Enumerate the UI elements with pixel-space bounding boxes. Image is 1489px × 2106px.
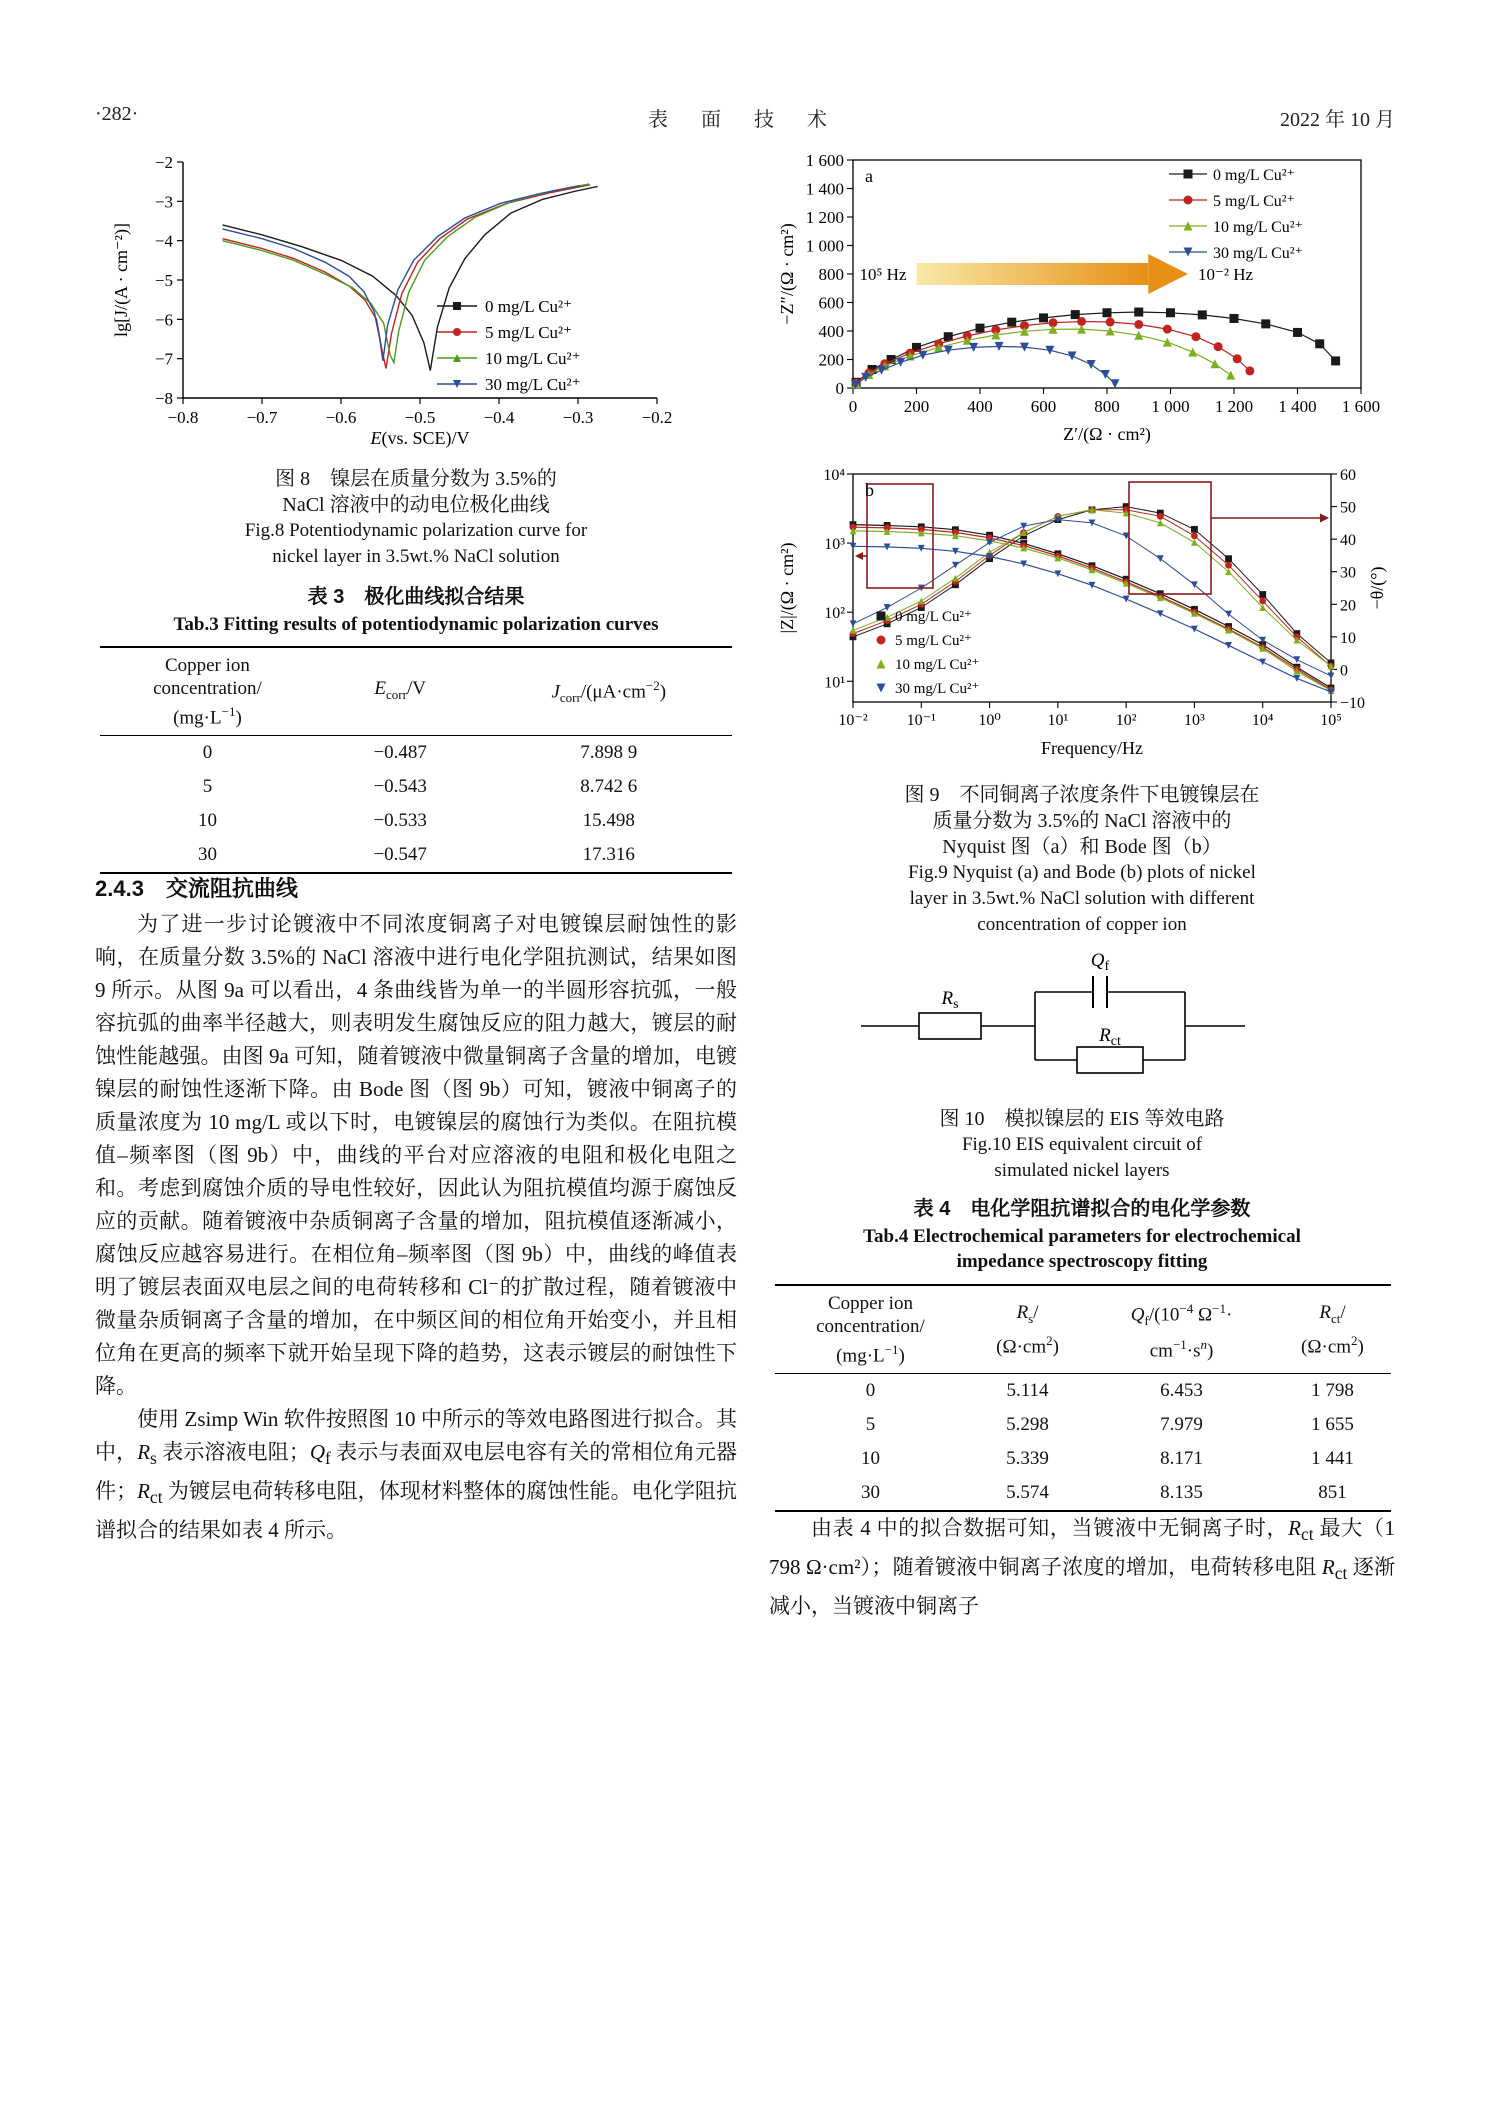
- fig9a-marker: [1166, 308, 1175, 317]
- table4-wrapper: [775, 1284, 1391, 1512]
- y-tick-label: −5: [154, 271, 173, 290]
- x-tick-label: 10⁵: [1320, 712, 1342, 729]
- y-left-tick-label: 10²: [824, 605, 845, 623]
- fig9a-marker: [1134, 320, 1143, 329]
- table4-row: [775, 1408, 1391, 1442]
- x-tick-label: 400: [967, 397, 993, 416]
- x-tick-label: 10⁴: [1251, 712, 1274, 729]
- fig8-caption: [95, 466, 737, 570]
- x-tick-label: 800: [1094, 397, 1120, 416]
- fig9b-theta-marker: [1225, 562, 1232, 569]
- table4-cell: 851: [1318, 1482, 1347, 1504]
- fig9a-marker: [1210, 359, 1219, 368]
- fig9a-marker: [1007, 318, 1016, 327]
- table3-cell: 5: [202, 776, 213, 798]
- fig9b-theta-marker: [1225, 555, 1232, 562]
- label-qf: [1091, 950, 1110, 974]
- fig9b-theta-marker: [1157, 519, 1164, 526]
- fig9b-theta-marker: [1293, 656, 1300, 663]
- fig9a-marker: [1134, 308, 1143, 317]
- fig9b-theta-marker: [1157, 513, 1164, 520]
- fig9a-marker: [1163, 338, 1172, 347]
- legend-label: 0 mg/L Cu²⁺: [485, 297, 573, 316]
- x-axis-label-unit: (vs. SCE)/V: [381, 428, 470, 448]
- y-tick-label: 1 400: [805, 179, 844, 199]
- x-tick-label: −0.4: [483, 408, 515, 427]
- fig9b-z-marker: [1157, 610, 1164, 617]
- fig9a-marker: [1077, 317, 1086, 326]
- table3-cell: 30: [197, 844, 217, 866]
- table4-title-cn: 表 4 电化学阻抗谱拟合的电化学参数: [913, 1198, 1251, 1220]
- x-axis-label: Z′/(Ω · cm²): [1063, 424, 1151, 444]
- fig9a-marker: [1188, 348, 1197, 357]
- y-right-tick-label: 60: [1340, 467, 1356, 484]
- x-tick-label: 1 400: [1278, 397, 1317, 416]
- x-tick-label: 600: [1030, 397, 1057, 416]
- frequency-arrow-body: [917, 263, 1149, 285]
- legend-label: 30 mg/L Cu²⁺: [895, 681, 980, 697]
- table3-cell: −0.487: [373, 742, 427, 764]
- fig8-caption-cn-line2: NaCl 溶液中的动电位极化曲线: [282, 494, 550, 516]
- fig8-caption-cn-line1: 图 8 镍层在质量分数为 3.5%的: [275, 468, 557, 490]
- x-axis-label: Frequency/Hz: [1041, 738, 1143, 758]
- fig9b-theta-marker: [1259, 598, 1266, 605]
- paragraph-1: 为了进一步讨论镀液中不同浓度铜离子对电镀镍层耐蚀性的影响，在质量分数 3.5%的 NaCl 溶液中进行电化学阻抗测试，结果如图 9 所示。从图 9a 可以看出，4 条曲线皆为单一的半圆形容抗弧，一般容抗弧的曲率半径越大，则表明发生腐蚀反应的阻力越大，镀层的耐蚀性能越强。由图 9a 可知，随着镀液中微量铜离子含量的增加，电镀镍层的耐蚀性逐渐下降。由 Bode 图（图 9b）可知，镀液中铜离子的质量浓度为 10 mg/L 或以下时，电镀镍层的腐蚀行为类似。在阻抗模值–频率图（图 9b）中，曲线的平台对应溶液的电阻和极化电阻之和。考虑到腐蚀介质的导电性较好，因此认为阻抗模值均源于腐蚀反应的贡献。随着镀液中杂质铜离子含量的增加，阻抗模值逐渐减小，腐蚀反应越容易进行。在相位角–频率图（图 9b）中，曲线的峰值表明了镀层表面双电层之间的电荷转移和 Cl⁻的扩散过程，随着镀液中微量杂质铜离子含量的增加，在中频区间的相位角开始变小，并且相位角在更高的频率下就开始呈现下降的趋势，这表示镀层的耐蚀性下降。: [95, 912, 737, 1398]
- fig9a-marker: [1071, 310, 1080, 319]
- fig9a-marker: [1087, 360, 1096, 369]
- legend-marker: [877, 612, 886, 621]
- fig9a-marker: [1226, 371, 1235, 380]
- y-right-tick-label: −10: [1340, 695, 1366, 712]
- fig9a-marker: [1214, 342, 1223, 351]
- table3-header-cell: $J_{corr}/(\mu A\cdot cm^{-2})$: [486, 647, 733, 736]
- body-text-right: [769, 1512, 1395, 1623]
- fig9b-theta-marker: [1191, 539, 1198, 546]
- table3-row: [100, 838, 732, 873]
- fig9a-marker: [1191, 332, 1200, 341]
- fig9-caption-cn-line3: Nyquist 图（a）和 Bode 图（b）: [942, 836, 1222, 858]
- table4-header-cell: $Q_f/(10^{-4}$ $\Omega^{-1}\cdot$ $cm^{-1}\cdot s^n$): [1089, 1285, 1274, 1374]
- x-tick-label: 1 000: [1151, 397, 1190, 416]
- fig9a-marker: [1261, 319, 1270, 328]
- y-tick-label: −7: [154, 349, 173, 369]
- fig10-caption-en-line2: simulated nickel layers: [994, 1160, 1170, 1181]
- table4-cell: 5.114: [1006, 1380, 1049, 1402]
- table3-cell: 15.498: [582, 810, 635, 832]
- table4-title-en-line1: Tab.4 Electrochemical parameters for electrochemical: [863, 1226, 1301, 1247]
- legend-marker: [453, 302, 461, 310]
- table3-wrapper: [100, 646, 732, 874]
- legend-marker: [877, 660, 886, 669]
- table3-cell: 17.316: [582, 844, 635, 866]
- resistor-rct: [1077, 1047, 1143, 1073]
- legend-label: 5 mg/L Cu²⁺: [1213, 193, 1295, 210]
- fig9a-marker: [1293, 328, 1302, 337]
- fig9a-marker: [1103, 308, 1112, 317]
- table4-cell: 8.135: [1160, 1482, 1203, 1504]
- table4-title-en-line2: impedance spectroscopy fitting: [956, 1251, 1208, 1272]
- fig9a-marker: [896, 358, 905, 367]
- fig9a-marker: [1163, 325, 1172, 334]
- legend-label: 5 mg/L Cu²⁺: [485, 323, 573, 342]
- header-page-number: ·282·: [95, 103, 139, 125]
- frequency-arrow-head: [1148, 254, 1188, 294]
- table4-row: [775, 1476, 1391, 1511]
- header-issue-date: 2022 年 10 月: [1280, 109, 1395, 131]
- annotation-arrow-right-head: [1320, 514, 1329, 523]
- x-tick-label: −0.8: [167, 408, 199, 427]
- fig9a-marker: [1039, 313, 1048, 322]
- paragraph-2: 使用 Zsimp Win 软件按照图 10 中所示的等效电路图进行拟合。其中，$R_s$ 表示溶液电阻；$Q_f$ 表示与表面双电层电容有关的常相位角元器件；$R_{ct}$ 为镀层电荷转移电阻，体现材料整体的腐蚀性能。电化学阻抗谱拟合的结果如表 4 所示。: [95, 1407, 738, 1543]
- x-tick-label: 200: [903, 397, 930, 416]
- table3-row: [100, 770, 732, 804]
- fig9b-z-marker: [1089, 582, 1096, 589]
- legend-label: 30 mg/L Cu²⁺: [485, 375, 581, 394]
- table4-cell: 1 441: [1311, 1448, 1354, 1470]
- y-tick-label: 200: [818, 350, 844, 370]
- paragraph-3: 由表 4 中的拟合数据可知，当镀液中无铜离子时，$R_{ct}$ 最大（1 798 Ω·cm²）；随着镀液中铜离子浓度的增加，电荷转移电阻 $R_{ct}$ 逐渐减小，当镀液中铜离子: [769, 1516, 1396, 1619]
- x-tick-label: −0.3: [562, 408, 594, 427]
- y-tick-label: 800: [818, 265, 844, 284]
- label-rct: [1098, 1025, 1121, 1049]
- fig9a-marker: [1315, 339, 1324, 348]
- table3-cell: 10: [197, 810, 217, 832]
- x-tick-label: 10²: [1115, 712, 1137, 729]
- label-rct-symbol: R: [1099, 1025, 1111, 1046]
- fig9b-theta-marker: [952, 562, 959, 569]
- table3-header-cell: Copper ion concentration/ $(mg\cdot L^{-1})$: [100, 647, 315, 736]
- y-tick-label: 1 200: [805, 208, 844, 227]
- table3-cell: −0.543: [373, 776, 427, 798]
- fig9-caption-en-line2: layer in 3.5wt.% NaCl solution with different: [909, 888, 1255, 909]
- fig9b-z-marker: [1293, 675, 1300, 682]
- annotation-box-right: [1129, 482, 1211, 594]
- fig9b-z-marker: [1225, 642, 1232, 649]
- table4-cell: 1 655: [1311, 1414, 1354, 1436]
- y-tick-label: 1 600: [805, 151, 844, 170]
- fig9a-marker: [1198, 310, 1207, 319]
- y-left-tick-label: 10¹: [824, 674, 845, 692]
- y-axis-right-label: −θ/(°): [1367, 566, 1387, 610]
- x-tick-label: 10⁻²: [838, 712, 868, 729]
- x-tick-label: 1 600: [1341, 397, 1381, 416]
- freq-left-label: 10⁵ Hz: [859, 265, 907, 284]
- legend-label: 0 mg/L Cu²⁺: [1213, 167, 1295, 184]
- y-tick-label: −3: [154, 192, 173, 212]
- x-tick-label: 1 200: [1214, 397, 1254, 416]
- legend-marker: [1184, 196, 1193, 205]
- legend-marker: [453, 328, 461, 336]
- y-tick-label: 600: [818, 293, 844, 313]
- label-rs: [940, 988, 958, 1012]
- table4-cell: 5.339: [1006, 1448, 1049, 1470]
- y-tick-label: −2: [154, 153, 173, 172]
- legend-marker: [877, 636, 886, 645]
- fig10-caption-cn: 图 10 模拟镍层的 EIS 等效电路: [939, 1108, 1225, 1130]
- table4-cell: 5: [865, 1414, 876, 1436]
- legend-label: 5 mg/L Cu²⁺: [895, 633, 972, 649]
- y-tick-label: −8: [154, 389, 173, 408]
- fig9b-z-marker: [1191, 626, 1198, 633]
- table4-cell: 5.298: [1006, 1414, 1049, 1436]
- fig9-caption-en-line1: Fig.9 Nyquist (a) and Bode (b) plots of nickel: [908, 862, 1256, 883]
- x-tick-label: 10¹: [1047, 712, 1069, 729]
- table3-title-cn: 表 3 极化曲线拟合结果: [307, 586, 525, 608]
- fig9b-bode-chart: [769, 462, 1395, 770]
- fig9a-marker: [918, 351, 927, 360]
- y-right-tick-label: 50: [1340, 499, 1356, 517]
- table4-cell: 0: [865, 1380, 876, 1402]
- fig9b-z-marker: [1259, 659, 1266, 666]
- table4-header-row: [775, 1285, 1391, 1374]
- table4-row: [775, 1374, 1391, 1409]
- fig9a-marker: [1106, 318, 1115, 327]
- table3-row: [100, 736, 732, 771]
- x-tick-label: 10⁻¹: [906, 712, 936, 729]
- fig9b-theta-marker: [918, 598, 925, 605]
- x-axis-label: [369, 428, 469, 449]
- x-tick-label: 10⁰: [978, 712, 1001, 729]
- fig9b-z-marker: [1054, 570, 1061, 577]
- table3-cell: −0.547: [373, 844, 427, 866]
- y-axis-label: lg[J/(A · cm⁻²)]: [111, 223, 131, 337]
- table4-cell: 8.171: [1160, 1448, 1203, 1470]
- legend-marker: [1184, 170, 1193, 179]
- section-heading: 2.4.3 交流阻抗曲线: [95, 876, 298, 901]
- x-tick-label: −0.2: [641, 408, 673, 427]
- y-tick-label: −6: [154, 310, 173, 330]
- legend-label: 30 mg/L Cu²⁺: [1213, 245, 1303, 262]
- fig9b-z-marker: [1123, 596, 1130, 603]
- y-right-tick-label: 30: [1340, 564, 1356, 582]
- fig9a-marker: [1331, 356, 1340, 365]
- fig9b-theta-marker: [1191, 526, 1198, 533]
- y-left-tick-label: 10⁴: [823, 467, 845, 484]
- table3: [100, 646, 732, 874]
- annotation-arrow-left-head: [855, 552, 863, 560]
- y-tick-label: 400: [818, 322, 844, 341]
- table3-cell: 0: [202, 742, 213, 764]
- table4: [775, 1284, 1391, 1512]
- fig10-equivalent-circuit: [847, 948, 1317, 1098]
- body-text-left: [95, 908, 737, 1547]
- x-tick-label: −0.7: [246, 408, 278, 427]
- resistor-rs: [919, 1013, 981, 1039]
- fig9-caption-cn-line2: 质量分数为 3.5%的 NaCl 溶液中的: [932, 810, 1232, 832]
- label-qf-subscript: f: [1104, 959, 1110, 974]
- fig9a-marker: [1233, 354, 1242, 363]
- fig9a-marker: [1110, 379, 1119, 388]
- panel-label: a: [865, 166, 873, 186]
- fig9b-theta-marker: [1328, 673, 1335, 680]
- fig10-caption: [769, 1106, 1395, 1184]
- table4-header-cell: Copper ion concentration/ $(mg\cdot L^{-1})$: [775, 1285, 966, 1374]
- fig9a-nyquist-chart: [769, 148, 1395, 456]
- legend-label: 0 mg/L Cu²⁺: [895, 609, 972, 625]
- table3-cell: −0.533: [373, 810, 427, 832]
- y-right-tick-label: 0: [1340, 662, 1348, 680]
- legend-marker: [877, 684, 886, 693]
- fig9a-marker: [1068, 351, 1077, 360]
- table4-header-cell: $R_{ct}/$ $(\Omega\cdot cm^2)$: [1274, 1285, 1391, 1374]
- label-rs-symbol: R: [941, 988, 954, 1009]
- header-journal-title: 表 面 技 术: [648, 109, 841, 131]
- table4-cell: 10: [860, 1448, 880, 1470]
- fig9a-marker: [1230, 314, 1239, 323]
- fig9-caption-en-line3: concentration of copper ion: [977, 914, 1187, 935]
- y-axis-label: −Z″/(Ω · cm²): [777, 223, 797, 325]
- fig9a-marker: [1245, 366, 1254, 375]
- table3-title-en: Tab.3 Fitting results of potentiodynamic polarization curves: [173, 614, 659, 635]
- table4-header-cell: $R_s/$ $(\Omega\cdot cm^2)$: [966, 1285, 1089, 1374]
- table3-cell: 7.898 9: [580, 742, 638, 764]
- y-tick-label: 0: [835, 379, 844, 398]
- x-tick-label: 0: [848, 397, 858, 416]
- table4-cell: 5.574: [1006, 1482, 1049, 1504]
- label-qf-symbol: Q: [1090, 950, 1105, 971]
- fig9b-theta-marker: [1259, 591, 1266, 598]
- fig9a-marker: [976, 324, 985, 333]
- fig10-caption-en-line1: Fig.10 EIS equivalent circuit of: [961, 1134, 1203, 1155]
- fig8-caption-en-line1: Fig.8 Potentiodynamic polarization curve for: [244, 520, 588, 541]
- y-right-tick-label: 40: [1340, 532, 1356, 550]
- fig9b-theta-marker: [850, 627, 857, 634]
- x-tick-label: −0.5: [404, 408, 436, 427]
- x-tick-label: 10³: [1184, 712, 1205, 729]
- y-tick-label: 1 000: [805, 236, 844, 256]
- table3-cell: 8.742 6: [580, 776, 638, 798]
- legend-label: 10 mg/L Cu²⁺: [895, 657, 980, 673]
- y-tick-label: −4: [154, 231, 173, 251]
- legend-label: 10 mg/L Cu²⁺: [485, 349, 581, 368]
- fig8-polarization-chart: [105, 148, 685, 458]
- y-left-tick-label: 10³: [824, 536, 845, 554]
- table3-header-cell: $E_{corr}/V$: [315, 647, 486, 736]
- table4-cell: 30: [860, 1482, 880, 1504]
- panel-label: b: [865, 480, 874, 500]
- freq-right-label: 10⁻² Hz: [1197, 265, 1254, 284]
- y-right-tick-label: 20: [1340, 597, 1356, 615]
- table4-cell: 6.453: [1160, 1380, 1203, 1402]
- table3-row: [100, 804, 732, 838]
- y-right-tick-label: 10: [1340, 629, 1356, 647]
- table4-row: [775, 1442, 1391, 1476]
- fig9b-theta-marker: [850, 620, 857, 627]
- fig9-caption-cn-line1: 图 9 不同铜离子浓度条件下电镀镍层在: [904, 784, 1260, 806]
- fig8-caption-en-line2: nickel layer in 3.5wt.% NaCl solution: [272, 546, 560, 567]
- legend-label: 10 mg/L Cu²⁺: [1213, 219, 1303, 236]
- table4-cell: 7.979: [1160, 1414, 1203, 1436]
- table3-header-row: [100, 647, 732, 736]
- fig9-caption: [769, 782, 1395, 938]
- y-axis-left-label: |Z|/(Ω · cm²): [777, 542, 797, 634]
- fig9b-theta-marker: [1191, 532, 1198, 539]
- x-tick-label: −0.6: [325, 408, 357, 427]
- label-rct-subscript: ct: [1110, 1034, 1121, 1049]
- fig9b-theta-marker: [884, 604, 891, 611]
- x-axis-label-var: E: [370, 428, 382, 448]
- label-rs-subscript: s: [953, 997, 959, 1012]
- table4-cell: 1 798: [1311, 1380, 1354, 1402]
